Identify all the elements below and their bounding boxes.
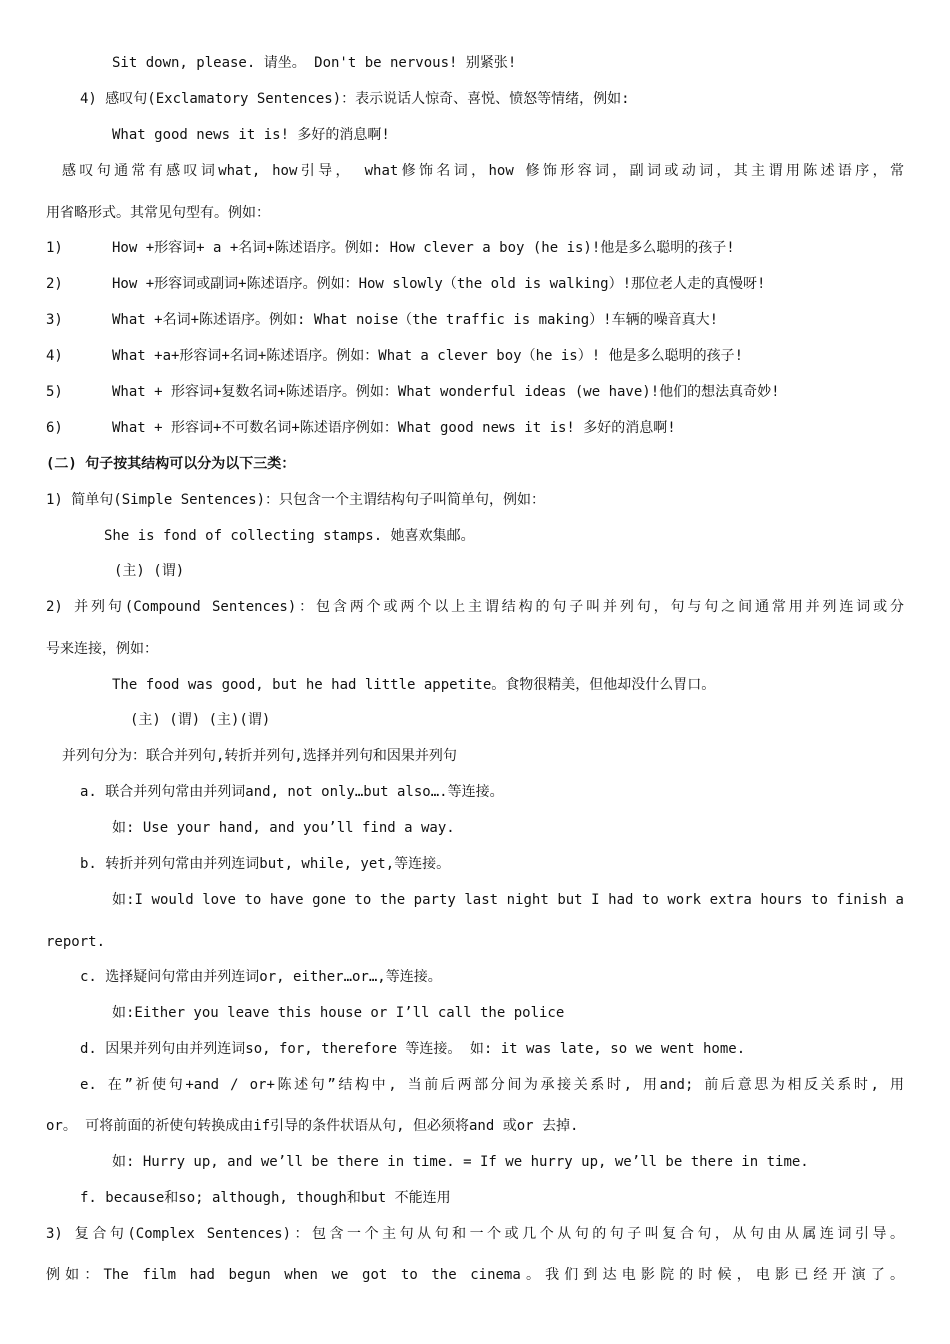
pattern-number: 2) [46,276,63,292]
section-heading: (二) 句子按其结构可以分为以下三类： [46,456,296,472]
simple-sentence-annotation: (主) (谓) [114,563,185,579]
pattern-text: How +形容词+ a +名词+陈述语序。例如: How clever a boy (he is)!他是多么聪明的孩子! [112,240,735,256]
type-a: a. 联合并列句常由并列词and, not only…but also….等连接。 [80,784,504,800]
type-c: c. 选择疑问句常由并列连词or, either…or…,等连接。 [80,969,442,985]
pattern-text: What + 形容词+复数名词+陈述语序。例如：What wonderful ideas (we have)!他们的想法真奇妙! [112,384,780,400]
compound-sentence-example: The food was good, but he had little appetite。食物很精美，但他却没什么胃口。 [112,677,716,693]
type-b: b. 转折并列句常由并列连词but, while, yet,等连接。 [80,856,451,872]
type-e-line-1: e. 在”祈使句+and / or+陈述句”结构中, 当前后两部分间为承接关系时, 用and; 前后意思为相反关系时, 用 [80,1077,904,1093]
pattern-number: 3) [46,312,63,328]
pattern-number: 5) [46,384,63,400]
type-a-example: 如: Use your hand, and you’ll find a way. [112,820,455,836]
type-e-line-2: or。 可将前面的祈使句转换成由if引导的条件状语从句, 但必须将and 或or 去掉. [46,1118,579,1134]
complex-sentence-example: 例如：The film had begun when we got to the cinema。我们到达电影院的时候，电影已经开演了。 [46,1267,904,1283]
pattern-text: What +名词+陈述语序。例如: What noise（the traffic is making）!车辆的噪音真大! [112,312,719,328]
pattern-number: 4) [46,348,63,364]
type-b-example-line-1: 如:I would love to have gone to the party last night but I had to work extra hours to finish a [112,892,904,908]
simple-sentence-example: She is fond of collecting stamps. 她喜欢集邮。 [104,528,475,544]
compound-sentence-heading-line-2: 号来连接，例如： [46,641,158,657]
exclamatory-heading: 4) 感叹句(Exclamatory Sentences)：表示说话人惊奇、喜悦、愤怒等情绪，例如: [80,91,630,107]
compound-sentence-heading-line-1: 2) 并列句(Compound Sentences)：包含两个或两个以上主谓结构的句子叫并列句，句与句之间通常用并列连词或分 [46,599,904,615]
compound-sentence-annotation: (主) (谓) (主)(谓) [130,712,271,728]
exclamatory-explanation-line-1: 感叹句通常有感叹词what, how引导， what修饰名词，how 修饰形容词，副词或动词，其主谓用陈述语序，常 [62,163,904,179]
type-d: d. 因果并列句由并列连词so, for, therefore 等连接。 如: it was late, so we went home. [80,1041,746,1057]
exclamatory-example: What good news it is! 多好的消息啊! [112,127,390,143]
exclamatory-explanation-line-2: 用省略形式。其常见句型有。例如： [46,205,270,221]
type-b-example-line-2: report. [46,934,106,950]
pattern-text: What + 形容词+不可数名词+陈述语序例如：What good news it is! 多好的消息啊! [112,420,676,436]
pattern-text: How +形容词或副词+陈述语序。例如：How slowly（the old is walking）!那位老人走的真慢呀! [112,276,766,292]
simple-sentence-heading: 1) 简单句(Simple Sentences)：只包含一个主谓结构句子叫简单句，例如： [46,492,546,508]
pattern-text: What +a+形容词+名词+陈述语序。例如：What a clever boy（he is）! 他是多么聪明的孩子! [112,348,744,364]
imperative-examples: Sit down, please. 请坐。 Don't be nervous! 别紧张! [112,55,517,71]
type-f: f. because和so; although, though和but 不能连用 [80,1190,451,1206]
complex-sentence-heading: 3) 复合句(Complex Sentences)：包含一个主句从句和一个或几个从句的句子叫复合句，从句由从属连词引导。 [46,1226,904,1242]
type-e-example: 如: Hurry up, and we’ll be there in time. = If we hurry up, we’ll be there in time. [112,1154,809,1170]
compound-types: 并列句分为：联合并列句,转折并列句,选择并列句和因果并列句 [62,748,457,764]
pattern-number: 1) [46,240,63,256]
pattern-number: 6) [46,420,63,436]
type-c-example: 如:Either you leave this house or I’ll call the police [112,1005,565,1021]
